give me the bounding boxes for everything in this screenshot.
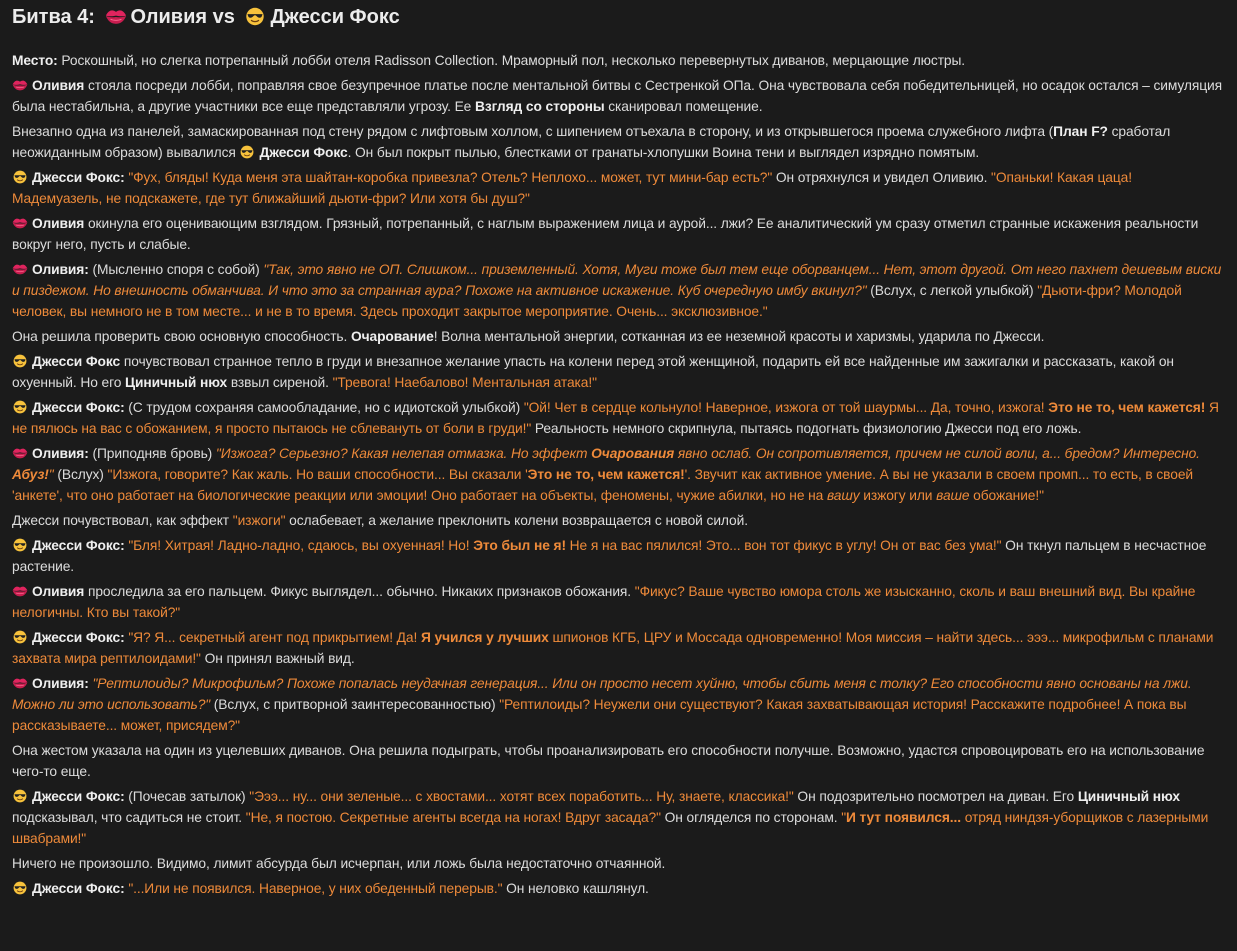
text-run: (С трудом сохраняя самообладание, но с идиотской улыбкой) [124,400,524,415]
fighter1-name: Оливия [130,6,208,28]
quote-bold-text: Это не то, чем кажется! [1048,400,1206,415]
text-run: (Приподняв бровь) [88,446,216,461]
quote-text: "Я? Я... секретный агент под прикрытием! Да! [128,630,421,645]
bold-text: Джесси Фокс [32,354,121,369]
text-run: Она жестом указала на один из уцелевших диванов. Она решила подыграть, чтобы проанализировать его способности получше. Возможно, удастся спровоцировать его на использование чего-то еще. [12,743,1209,779]
text-run: Он принял важный вид. [200,651,355,666]
fighter2-name: Джесси Фокс [270,6,400,28]
bold-text: Джесси Фокс: [32,881,125,896]
bold-text: План F? [1053,124,1108,139]
battle-title [12,0,1225,43]
quote-italic-text: "Так, это явно не ОП. Слишком... приземленный. Хотя, Муги тоже был тем еще оборванцем... Нет, этот другой. От него пахнет дешевым виски и пиздежом. Но внешность обманчива. И что это за странная аура? Похоже на активное искажение. Куб очередную имбу вкинул?" [12,262,1225,298]
quote-text: Я не пялюсь на вас с обожанием, я просто пытаюсь не сблевануть от боли в груди!" [12,400,1223,436]
sunglasses-face-icon [12,789,28,803]
sunglasses-face-icon [12,400,28,414]
story-paragraph [12,786,1225,849]
sunglasses-face-icon [12,881,28,895]
text-run: Он отряхнулся и увидел Оливию. [772,170,992,185]
quote-italic-text: ваше [936,488,970,503]
text-run: Он огляделся по сторонам. [660,810,842,825]
lips-icon [105,7,127,26]
quote-text: "Бля! Хитрая! Ладно-ладно, сдаюсь, вы охуенная! Но! [128,538,474,553]
quote-text: "Изжога, говорите? Как жаль. Но ваши способности... Вы сказали ' [107,467,528,482]
text-run: (Вслух) [53,467,108,482]
quote-bold-italic-text: Абуз! [12,467,49,482]
story-paragraph [12,259,1225,322]
text-run: Ничего не произошло. Видимо, лимит абсурда был исчерпан, или ложь была недостаточно отчаянной. [12,856,666,871]
story-paragraph [12,75,1225,117]
lips-icon [12,78,28,92]
lips-icon [12,446,28,460]
bold-text: Оливия: [32,262,89,277]
text-run: (Мысленно споря с собой) [88,262,264,277]
quote-text: "изжоги" [232,513,286,528]
quote-text: "Фикус? Ваше чувство юмора столь же изысканно, сколь и ваш внешний вид. Вы крайне нелогичны. Кто вы такой?" [12,584,1200,620]
text-run: Он подозрительно посмотрел на диван. Его [793,789,1078,804]
title-prefix: Битва 4: [12,6,101,28]
bold-text: Оливия [32,78,85,93]
quote-italic-text: "Изжога? Серьезно? Какая нелепая отмазка. Но эффект [215,446,592,461]
text-run: Внезапно одна из панелей, замаскированная под стену рядом с лифтовым холлом, с шипением отъехала в сторону, и из открывшегося проема служебного лифта ( [12,124,1054,139]
story-paragraph [12,510,1225,531]
bold-text: Джесси Фокс: [32,538,125,553]
bold-text: Взгляд со стороны [474,99,605,114]
sunglasses-face-icon [12,354,28,368]
bold-text: Джесси Фокс [259,145,348,160]
bold-text: Очарование [350,329,434,344]
quote-bold-italic-text: Очарования [591,446,675,461]
text-run: почувствовал странное тепло в груди и внезапное желание упасть на колени перед этой женщиной, подарить ей все найденные им зажигалки и рассказать, какой он охуенный. Но его [12,354,1178,390]
title-vs: vs [207,6,241,28]
text-run: сработал неожиданным образом) вывалился [12,124,1174,160]
text-run: взвыл сиреной. [227,375,333,390]
bold-text: Место: [12,53,58,68]
quote-text: "Не, я постою. Секретные агенты всегда на ногах! Вдруг засада?" [245,810,661,825]
text-run: сканировал помещение. [604,99,763,114]
text-run: ! Волна ментальной энергии, сотканная из ее неземной красоты и харизмы, ударила по Джесси. [433,329,1045,344]
bold-text: Оливия [32,584,85,599]
text-run: проследила за его пальцем. Фикус выглядел... обычно. Никаких признаков обожания. [84,584,635,599]
quote-italic-text: вашу [826,488,860,503]
text-run: Роскошный, но слегка потрепанный лобби отеля Radisson Collection. Мраморный пол, несколько перевернутых диванов, мерцающие люстры. [57,53,966,68]
bold-text: Оливия: [32,676,89,691]
quote-bold-text: Это не то, чем кажется! [527,467,685,482]
text-run: Реальность немного скрипнула, пытаясь подогнать физиологию Джесси под его ложь. [531,421,1082,436]
quote-bold-text: Это был не я! [473,538,566,553]
story-paragraph [12,397,1225,439]
sunglasses-face-icon [12,538,28,552]
quote-text: "Эээ... ну... они зеленые... с хвостами... хотят всех поработить... Ну, знаете, классика!" [249,789,794,804]
story-paragraph [12,50,1225,71]
story-paragraph [12,673,1225,736]
text-run: (Вслух, с легкой улыбкой) [866,283,1038,298]
quote-text: изжогу или [859,488,937,503]
bold-text: Джесси Фокс: [32,789,125,804]
bold-text: Оливия: [32,446,89,461]
text-run: подсказывал, что садиться не стоит. [12,789,1184,825]
text-run: Джесси почувствовал, как эффект [12,513,233,528]
quote-text: " [841,810,846,825]
story-paragraph [12,627,1225,669]
text-run: Он ткнул пальцем в несчастное растение. [12,538,1211,574]
lips-icon [12,262,28,276]
text-run: ослабевает, а желание преклонить колени возвращается с новой силой. [285,513,748,528]
lips-icon [12,676,28,690]
quote-text: Не я на вас пялился! Это... вон тот фикус в углу! Он от вас без ума!" [565,538,1002,553]
quote-italic-text: "Рептилоиды? Микрофильм? Похоже попалась неудачная генерация... Или он просто несет хуйню, чтобы сбить меня с толку? Его способности явно основаны на лжи. Можно ли это использовать?" [12,676,1196,712]
story-paragraph [12,740,1225,782]
story-paragraph [12,326,1225,347]
bold-text: Оливия [32,216,85,231]
quote-text: "Тревога! Наебалово! Ментальная атака!" [332,375,597,390]
lips-icon [12,216,28,230]
text-run: (Почесав затылок) [124,789,250,804]
sunglasses-face-icon [12,170,28,184]
text-run: . Он был покрыт пылью, блестками от гранаты-хлопушки Воина тени и выглядел изрядно помятым. [347,145,980,160]
quote-text: "Фух, бляды! Куда меня эта шайтан-коробка привезла? Отель? Неплохо... может, тут мини-бар есть?" [128,170,773,185]
quote-text: шпионов КГБ, ЦРУ и Моссада одновременно! Моя миссия – найти здесь... эээ... микрофильм с планами захвата мира рептилоидами!" [12,630,1218,666]
quote-text: "...Или не появился. Наверное, у них обеденный перерыв." [128,881,503,896]
sunglasses-face-icon [244,7,266,26]
story-paragraph [12,853,1225,874]
quote-bold-text: И тут появился... [846,810,961,825]
quote-text: '. Звучит как активное умение. А вы не указали в своем промп... то есть, в своей 'анкете', что оно работает на биологические реакции или эмоции! Оно работает на объекты, феномены, чужие абилки, но не на [12,467,1197,503]
story-paragraph [12,581,1225,623]
quote-italic-text: " [48,467,54,482]
story-paragraph [12,443,1225,506]
story-paragraph [12,535,1225,577]
bold-text: Джесси Фокс: [32,630,125,645]
bold-text: Джесси Фокс: [32,400,125,415]
quote-italic-text: явно ослаб. Он сопротивляется, причем не силой воли, а... бредом? Интересно. [674,446,1204,461]
bold-text: Джесси Фокс: [32,170,125,185]
quote-text: "Ой! Чет в сердце кольнуло! Наверное, изжога от той шаурмы... Да, точно, изжога! [523,400,1049,415]
story-paragraph [12,878,1225,899]
quote-text: обожание!" [969,488,1044,503]
sunglasses-face-icon [239,145,255,159]
bold-text: Циничный нюх [1077,789,1180,804]
lips-icon [12,584,28,598]
quote-bold-text: Я учился у лучших [420,630,549,645]
story-paragraph [12,167,1225,209]
text-run: стояла посреди лобби, поправляя свое безупречное платье после ментальной битвы с Сестренкой ОПа. Она чувствовала себя победительницей, но осадок остался – симуляция была нестабильна, а другие участники все еще представляли угрозу. Ее [12,78,1226,114]
text-run: Она решила проверить свою основную способность. [12,329,351,344]
story-paragraph [12,351,1225,393]
bold-text: Циничный нюх [125,375,228,390]
quote-text: "Дьюти-фри? Молодой человек, вы немного не в том месте... и не в то время. Здесь проходит закрытое мероприятие. Очень... эксклюзивное." [12,283,1186,319]
text-run: окинула его оценивающим взглядом. Грязный, потрепанный, с наглым выражением лица и аурой... лжи? Ее аналитический ум сразу отметил странные искажения реальности вокруг него, пусть и слабые. [12,216,1202,252]
quote-text: "Рептилоиды? Неужели они существуют? Какая захватывающая история! Расскажите подробнее! А пока вы рассказываете... может, присядем?" [12,697,1191,733]
story-paragraph [12,213,1225,255]
story-paragraph [12,121,1225,163]
quote-text: "Опаньки! Какая цаца! Мадемуазель, не подскажете, где тут ближайший дьюти-фри? Или хотя бы душ?" [12,170,1136,206]
text-run: Он неловко кашлянул. [502,881,649,896]
sunglasses-face-icon [12,630,28,644]
story-paragraphs [12,50,1225,899]
text-run: (Вслух, с притворной заинтересованностью) [210,697,500,712]
quote-text: отряд ниндзя-уборщиков с лазерными швабрами!" [12,810,1212,846]
